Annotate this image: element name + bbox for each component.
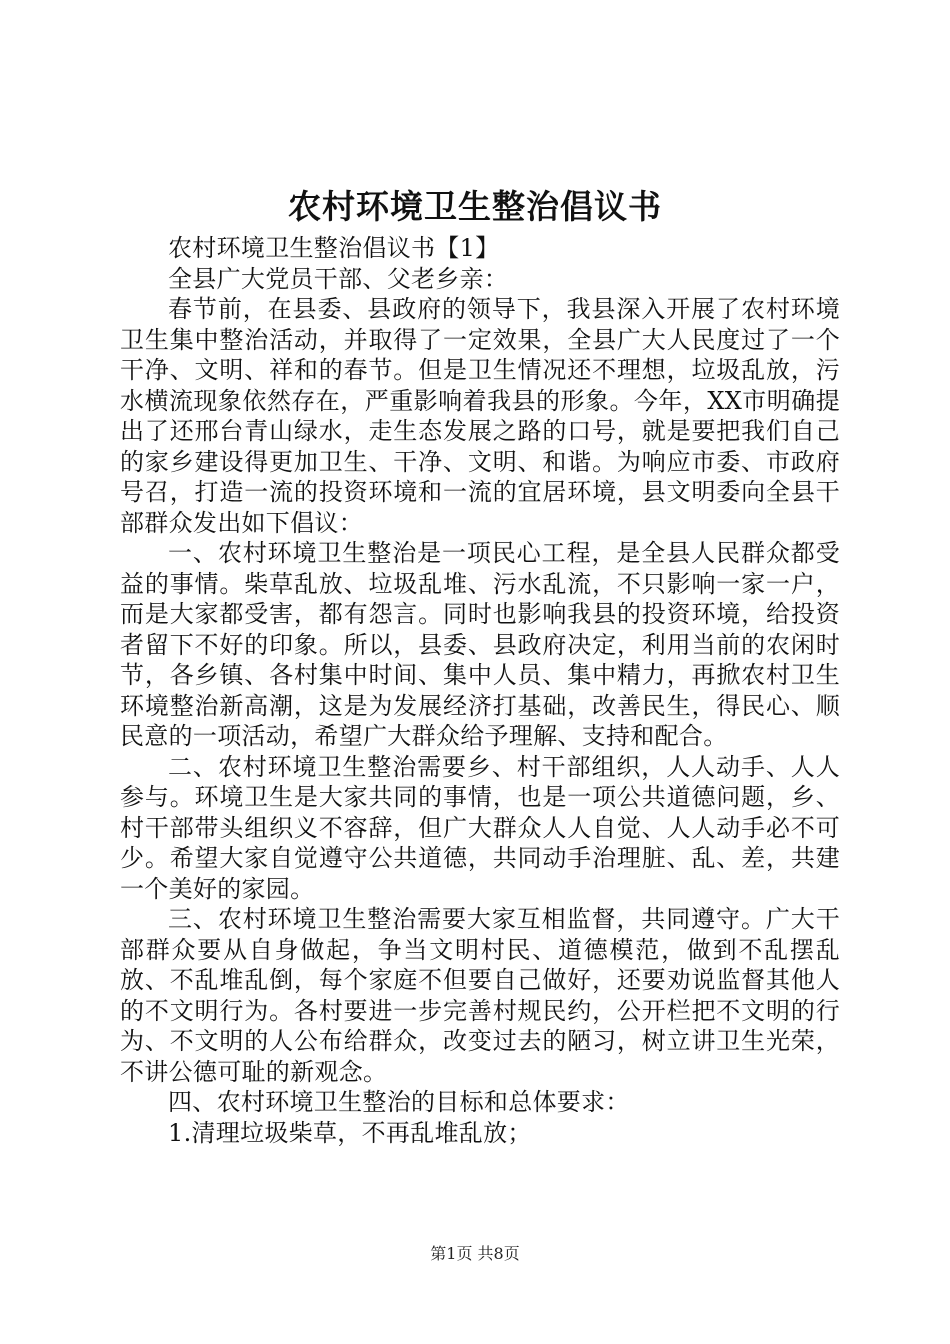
paragraph-point-4-heading: 四、农村环境卫生整治的目标和总体要求：: [168, 1088, 630, 1116]
paragraph-subtitle: 农村环境卫生整治倡议书【1】: [168, 234, 500, 262]
paragraph-point-3: 三、农村环境卫生整治需要大家互相监督，共同遵守。广大干部群众要从自身做起，争当文明村民、道德模范，做到不乱摆乱放、不乱堆乱倒，每个家庭不但要自己做好，还要劝说监督其他人的不文明行为。各村要进一步完善村规民约，公开栏把不文明的行为、不文明的人公布给群众，改变过去的陋习，树立讲卫生光荣，不讲公德可耻的新观念。: [120, 905, 840, 1086]
page-number-footer: 第1页 共8页: [430, 1244, 520, 1263]
paragraph-salutation: 全县广大党员干部、父老乡亲：: [168, 264, 509, 293]
document-title: 农村环境卫生整治倡议书: [288, 187, 662, 226]
paragraph-point-4-item-1: 1.清理垃圾柴草，不再乱堆乱放；: [168, 1118, 532, 1147]
document-body: [120, 233, 840, 1148]
paragraph-point-1: 一、农村环境卫生整治是一项民心工程，是全县人民群众都受益的事情。柴草乱放、垃圾乱堆、污水乱流，不只影响一家一户，而是大家都受害，都有怨言。同时也影响我县的投资环境，给投资者留下不好的印象。所以，县委、县政府决定，利用当前的农闲时节，各乡镇、各村集中时间、集中人员、集中精力，再掀农村卫生环境整治新高潮，这是为发展经济打基础，改善民生，得民心、顺民意的一项活动，希望广大群众给予理解、支持和配合。: [120, 539, 840, 750]
paragraph-intro: 春节前，在县委、县政府的领导下，我县深入开展了农村环境卫生集中整治活动，并取得了一定效果，全县广大人民度过了一个干净、文明、祥和的春节。但是卫生情况还不理想，垃圾乱放，污水横流现象依然存在，严重影响着我县的形象。今年，XX市明确提出了还邢台青山绿水，走生态发展之路的口号，就是要把我们自己的家乡建设得更加卫生、干净、文明、和谐。为响应市委、市政府号召，打造一流的投资环境和一流的宜居环境，县文明委向全县干部群众发出如下倡议：: [120, 295, 840, 537]
paragraph-point-2: 二、农村环境卫生整治需要乡、村干部组织，人人动手、人人参与。环境卫生是大家共同的事情，也是一项公共道德问题，乡、村干部带头组织义不容辞，但广大群众人人自觉、人人动手必不可少。希望大家自觉遵守公共道德，共同动手治理脏、乱、差，共建一个美好的家园。: [120, 752, 840, 903]
